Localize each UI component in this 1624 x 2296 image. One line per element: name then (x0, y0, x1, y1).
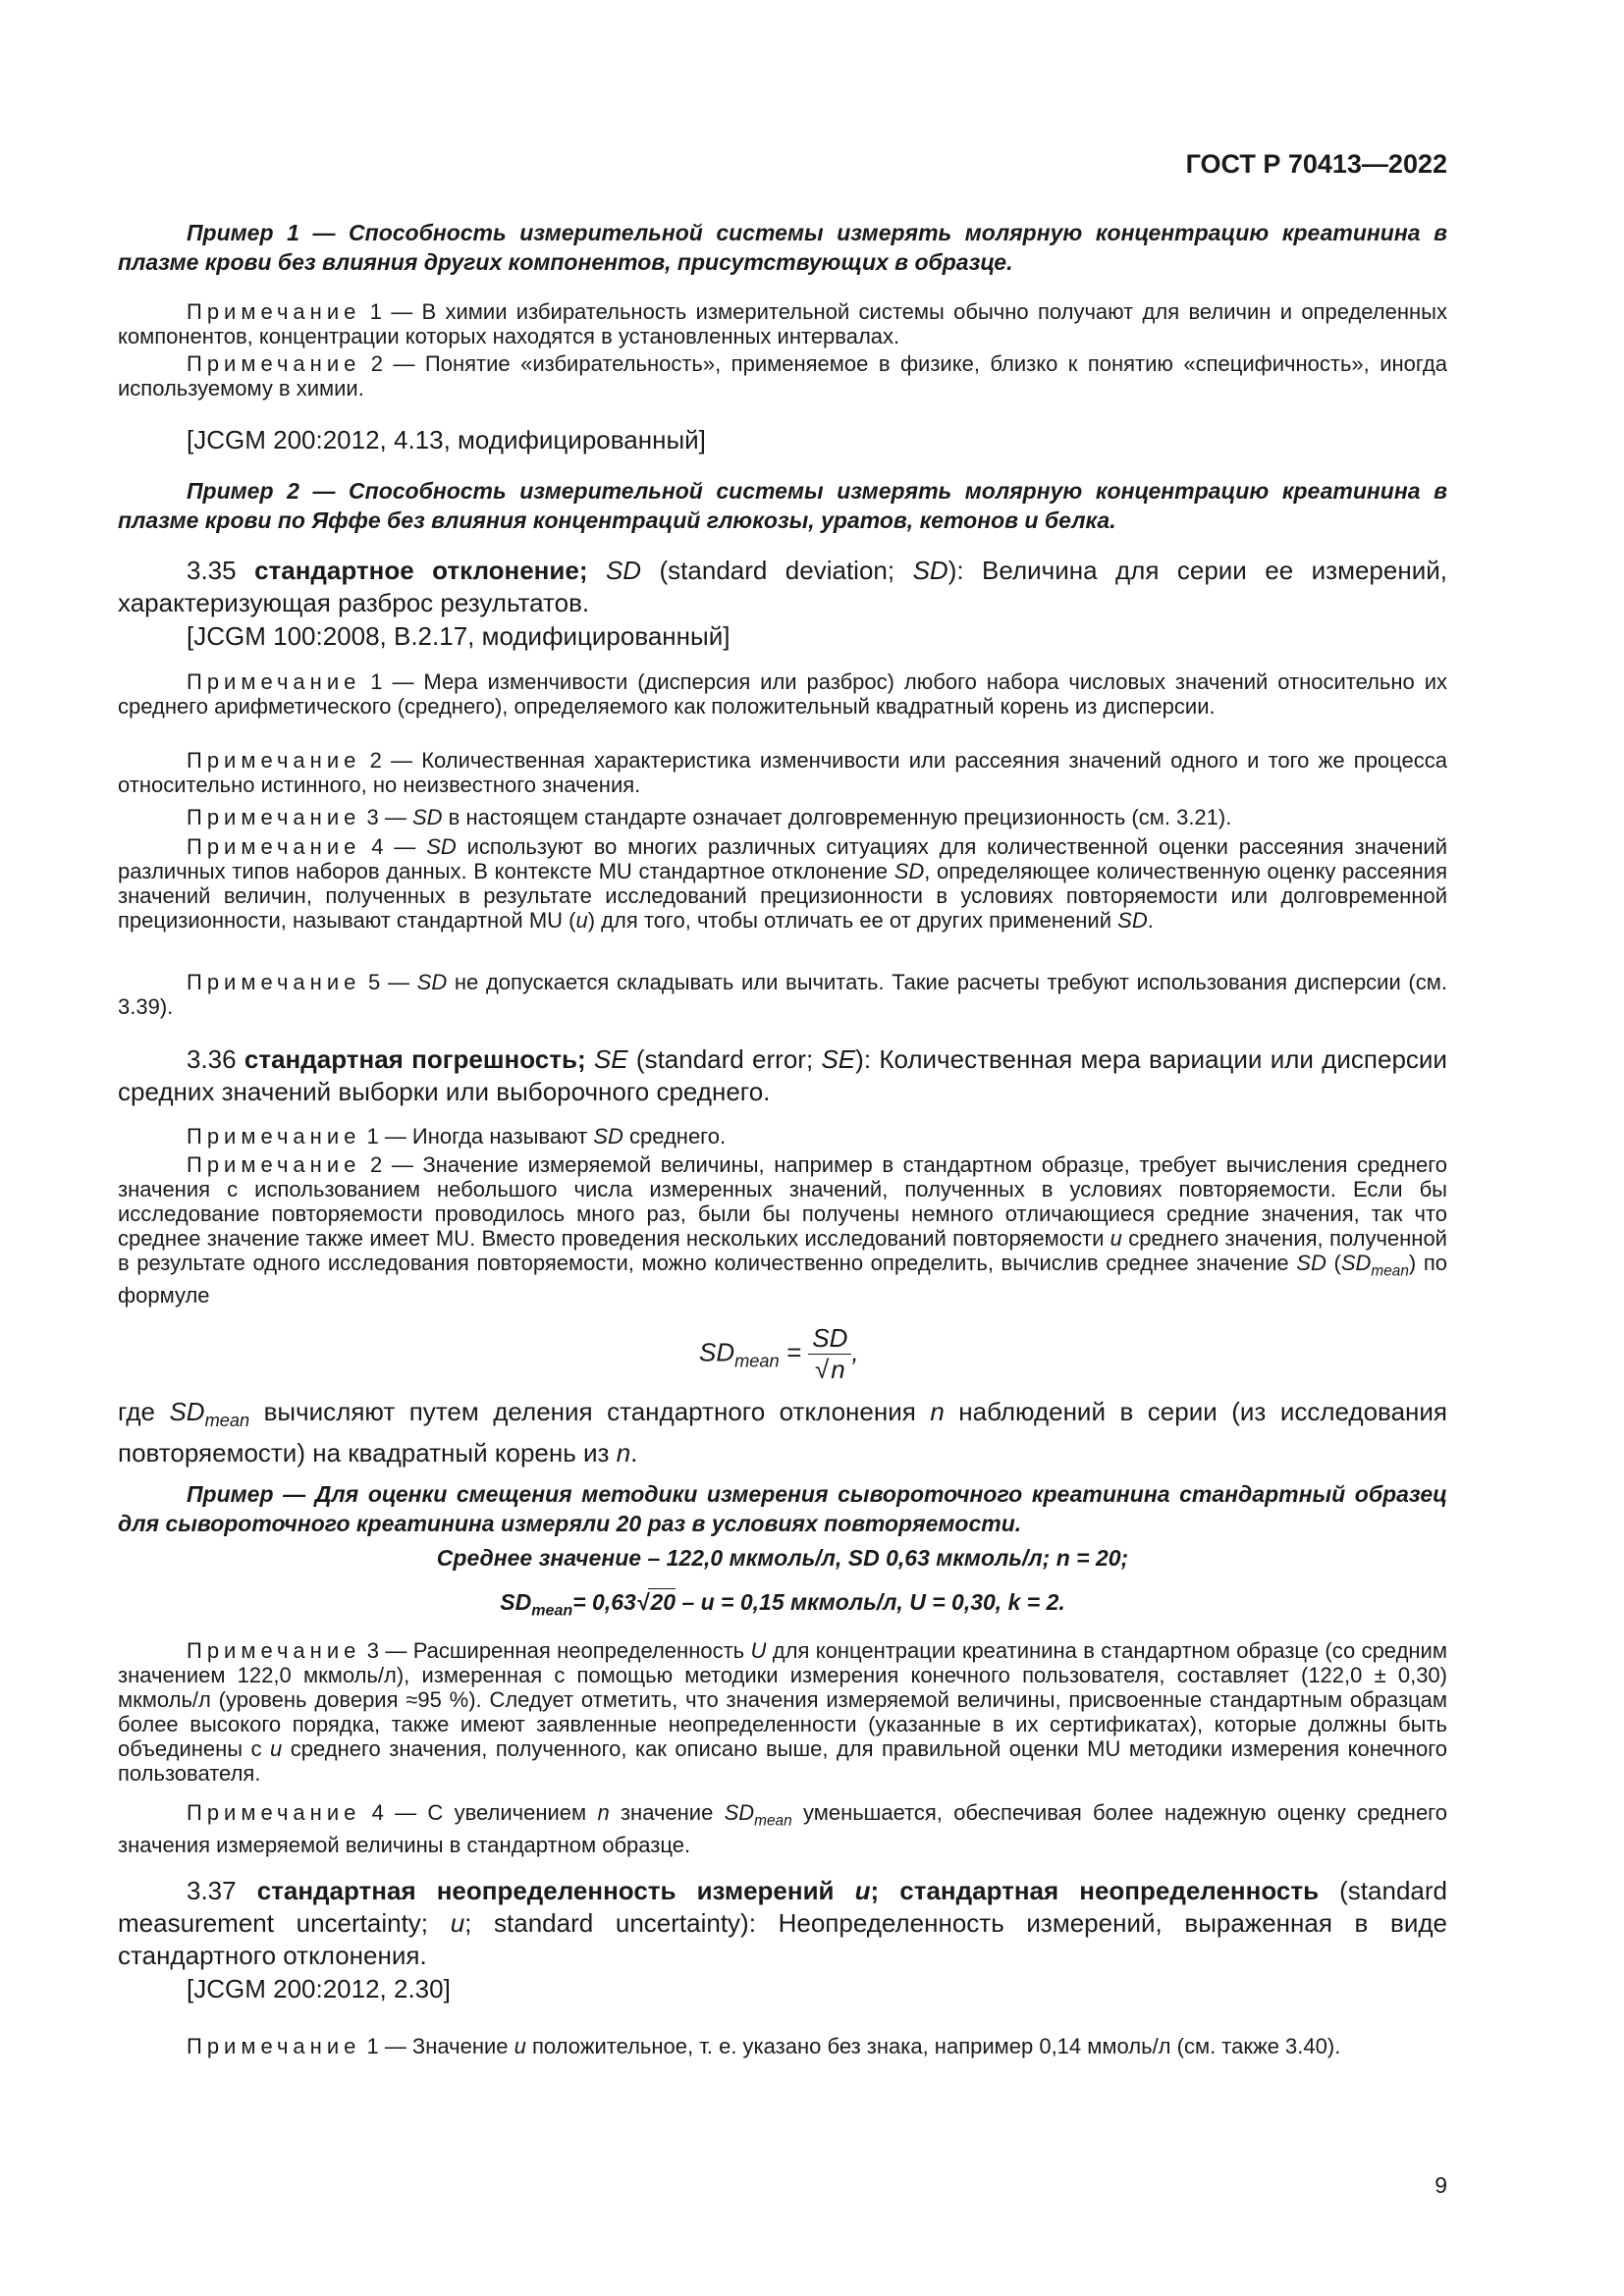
page-number: 9 (1435, 2172, 1447, 2198)
formula-explanation: где $SD_{mean}$ вычисляют путем деления стандартного отклонения n наблюдений в серии (из исследования повторяемости) на квадратный корень из n. (118, 1397, 1447, 1468)
note-3-35-2: Примечание 2 — Количественная характеристика изменчивости или рассеяния значений одного и того же процесса относительно истинного, но неизвестного значения. (118, 748, 1447, 797)
note-3-36-2: Примечание 2 — Значение измеряемой величины, например в стандартном образце, требует вычисления среднего значения с использованием небольшого числа измеренных значений, полученных в условиях повторяемости. Если бы исследование повторяемости проводилось много раз, были бы получены немного отличающиеся средние значения, так что среднее значение также имеет MU. Вместо проведения нескольких исследований повторяемости u среднего значения, полученной в результате одного исследования повторяемости, можно количественно определить, вычислив среднее значение SD $(SD_{mean})$ по формуле (118, 1152, 1447, 1308)
formula-sd-mean: $SD_{mean}$ = $\frac{SD}{√n}$ , (699, 1323, 859, 1384)
example-2: Пример 2 — Способность измерительной системы измерять молярную концентрацию креатинина в плазме крови по Яффе без влияния концентраций глюкозы, уратов, кетонов и белка. (118, 478, 1447, 533)
reference-1: [JCGM 200:2012, 4.13, модифицированный] (187, 425, 706, 454)
term-3-36: 3.36 стандартная погрешность; SE (standard error; SE): Количественная мера вариации или дисперсии средних значений выборки или выборочного среднего. (118, 1044, 1447, 1106)
term-3-35: 3.35 стандартное отклонение; SD (standard deviation; SD): Величина для серии ее измерений, характеризующая разброс результатов. (118, 556, 1447, 617)
note-3-35-1: Примечание 1 — Мера изменчивости (дисперсия или разброс) любого набора числовых значений относительно их среднего арифметического (среднего), определяемого как положительный квадратный корень из дисперсии. (118, 669, 1447, 719)
note-3-36-4: Примечание 4 — С увеличением n значение $SD_{mean}$ уменьшается, обеспечивая более надежную оценку среднего значения измеряемой величины в стандартном образце. (118, 1800, 1447, 1858)
note-3-37-1: Примечание 1 — Значение u положительное, т. е. указано без знака, например 0,14 ммоль/л (см. также 3.40). (187, 2034, 1341, 2058)
reference-3-35: [JCGM 100:2008, B.2.17, модифицированный] (187, 621, 731, 651)
note-3-36-1: Примечание 1 — Иногда называют SD среднего. (187, 1124, 727, 1148)
note-1-2: Примечание 2 — Понятие «избирательность», применяемое в физике, близко к понятию «специфичность», иногда используемому в химии. (118, 351, 1447, 400)
example-line-1: Среднее значение – 122,0 мкмоль/л, SD 0,63 мкмоль/л; n = 20; (436, 1545, 1129, 1571)
note-3-35-5: Примечание 5 — SD не допускается складывать или вычитать. Такие расчеты требуют использования дисперсии (см. 3.39). (118, 970, 1447, 1019)
note-3-35-4: Примечание 4 — SD используют во многих различных ситуациях для количественной оценки рассеяния значений различных типов наборов данных. В контексте MU стандартное отклонение SD, определяющее количественную оценку рассеяния значений величин, полученных в результате исследований прецизионности в условиях повторяемости или долговременной прецизионности, называют стандартной MU (u) для того, чтобы отличать ее от других применений SD. (118, 834, 1447, 933)
example-3-36: Пример — Для оценки смещения методики измерения сывороточного креатинина стандартный образец для сывороточного креатинина измеряли 20 раз в условиях повторяемости. (118, 1481, 1447, 1536)
note-1-1: Примечание 1 — В химии избирательность измерительной системы обычно получают для величин и определенных компонентов, концентрации которых находятся в установленных интервалах. (118, 299, 1447, 348)
term-3-37: 3.37 стандартная неопределенность измерений u; стандартная неопределенность (standard measurement uncertainty; u; standard uncertainty): Неопределенность измерений, выраженная в виде стандартного отклонения. (118, 1876, 1447, 1970)
example-line-2: $SD_{mean}= 0,63√20 - u = 0,15$ мкмоль/л, U = 0,30, k = 2. (500, 1589, 1065, 1620)
standard-header: ГОСТ Р 70413—2022 (1185, 149, 1447, 179)
reference-3-37: [JCGM 200:2012, 2.30] (187, 1974, 451, 2003)
note-3-35-3: Примечание 3 — SD в настоящем стандарте означает долговременную прецизионность (см. 3.21). (187, 805, 1232, 829)
example-1: Пример 1 — Способность измерительной системы измерять молярную концентрацию креатинина в плазме крови без влияния других компонентов, присутствующих в образце. (118, 220, 1447, 275)
note-3-36-3: Примечание 3 — Расширенная неопределенность U для концентрации креатинина в стандартном образце (со средним значением 122,0 мкмоль/л), измеренная с помощью методики измерения конечного пользователя, составляет (122,0 ± 0,30) мкмоль/л (уровень доверия ≈95 %). Следует отметить, что значения измеряемой величины, присвоенные стандартным образцам более высокого порядка, также имеют заявленные неопределенности (указанные в их сертификатах), которые должны быть объединены с u среднего значения, полученного, как описано выше, для правильной оценки MU методики измерения конечного пользователя. (118, 1638, 1447, 1786)
